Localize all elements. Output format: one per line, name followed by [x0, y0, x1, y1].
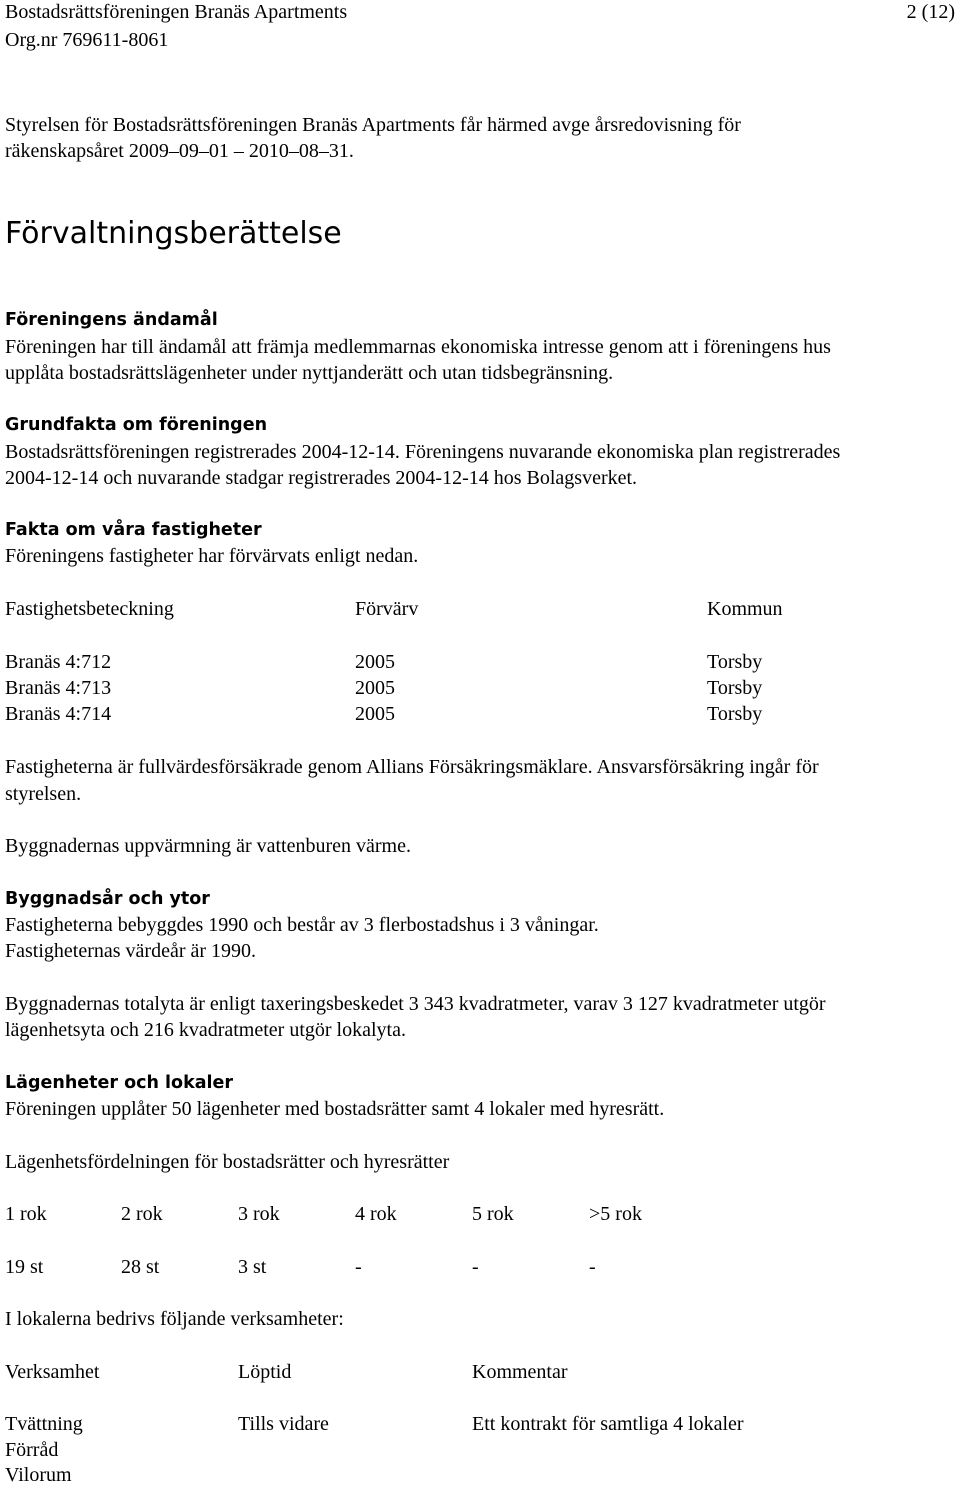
count-col-3: 3 st — [238, 1256, 267, 1278]
premises-row-1-activity: Tvättning — [5, 1413, 83, 1435]
property-row-3-municipality: Torsby — [707, 703, 763, 725]
apartments-heading: Lägenheter och lokaler — [5, 1073, 234, 1093]
properties-col-designation: Fastighetsbeteckning — [5, 598, 174, 620]
count-col-4: - — [355, 1256, 362, 1278]
premises-row-1-term: Tills vidare — [238, 1413, 329, 1435]
premises-col-activity: Verksamhet — [5, 1361, 100, 1383]
premises-row-3-activity: Vilorum — [5, 1464, 72, 1486]
properties-col-acquisition: Förvärv — [355, 598, 419, 620]
size-col-1: 1 rok — [5, 1203, 47, 1225]
area-line-2: lägenhetsyta och 216 kvadratmeter utgör lokalyta. — [5, 1019, 406, 1041]
intro-line-1: Styrelsen för Bostadsrättsföreningen Branäs Apartments får härmed avge årsredovisning för — [5, 114, 741, 136]
count-col-5: - — [472, 1256, 479, 1278]
size-col-2: 2 rok — [121, 1203, 163, 1225]
premises-col-term: Löptid — [238, 1361, 292, 1383]
building-line-1: Fastigheterna bebyggdes 1990 och består av 3 flerbostadshus i 3 våningar. — [5, 914, 599, 936]
properties-col-municipality: Kommun — [707, 598, 783, 620]
property-row-1-designation: Branäs 4:712 — [5, 651, 112, 673]
insurance-line-1: Fastigheterna är fullvärdesförsäkrade genom Allians Försäkringsmäklare. Ansvarsförsäkring ingår för — [5, 756, 819, 778]
intro-line-2: räkenskapsåret 2009–09–01 – 2010–08–31. — [5, 140, 354, 162]
count-col-2: 28 st — [121, 1256, 160, 1278]
basic-facts-heading: Grundfakta om föreningen — [5, 415, 268, 435]
heating-line: Byggnadernas uppvärmning är vattenburen värme. — [5, 835, 411, 857]
size-col-6: >5 rok — [589, 1203, 642, 1225]
property-row-2-acquisition: 2005 — [355, 677, 395, 699]
building-heading: Byggnadsår och ytor — [5, 889, 210, 909]
purpose-heading: Föreningens ändamål — [5, 310, 218, 330]
premises-col-comment: Kommentar — [472, 1361, 568, 1383]
size-col-4: 4 rok — [355, 1203, 397, 1225]
property-row-1-acquisition: 2005 — [355, 651, 395, 673]
property-row-2-designation: Branäs 4:713 — [5, 677, 112, 699]
properties-intro: Föreningens fastigheter har förvärvats enligt nedan. — [5, 545, 419, 567]
property-row-3-designation: Branäs 4:714 — [5, 703, 112, 725]
count-col-6: - — [589, 1256, 596, 1278]
page-number: 2 (12) — [906, 1, 955, 23]
apartments-line-1: Föreningen upplåter 50 lägenheter med bostadsrätter samt 4 lokaler med hyresrätt. — [5, 1098, 665, 1120]
premises-row-2-activity: Förråd — [5, 1439, 59, 1461]
size-col-5: 5 rok — [472, 1203, 514, 1225]
count-col-1: 19 st — [5, 1256, 44, 1278]
size-col-3: 3 rok — [238, 1203, 280, 1225]
header-org-name: Bostadsrättsföreningen Branäs Apartments — [5, 1, 348, 23]
page-title: Förvaltningsberättelse — [5, 216, 342, 251]
property-row-1-municipality: Torsby — [707, 651, 763, 673]
premises-row-1-comment: Ett kontrakt för samtliga 4 lokaler — [472, 1413, 744, 1435]
area-line-1: Byggnadernas totalyta är enligt taxeringsbeskedet 3 343 kvadratmeter, varav 3 127 kvadratmeter utgör — [5, 993, 826, 1015]
building-line-2: Fastigheternas värdeår är 1990. — [5, 940, 257, 962]
property-row-2-municipality: Torsby — [707, 677, 763, 699]
premises-intro: I lokalerna bedrivs följande verksamheter: — [5, 1308, 344, 1330]
property-row-3-acquisition: 2005 — [355, 703, 395, 725]
purpose-line-2: upplåta bostadsrättslägenheter under nyttjanderätt och utan tidsbegränsning. — [5, 362, 614, 384]
header-org-nr: Org.nr 769611-8061 — [5, 29, 169, 51]
distribution-label: Lägenhetsfördelningen för bostadsrätter och hyresrätter — [5, 1151, 450, 1173]
purpose-line-1: Föreningen har till ändamål att främja medlemmarnas ekonomiska intresse genom att i föreningens hus — [5, 336, 831, 358]
insurance-line-2: styrelsen. — [5, 783, 82, 805]
properties-heading: Fakta om våra fastigheter — [5, 520, 262, 540]
basic-facts-line-1: Bostadsrättsföreningen registrerades 2004-12-14. Föreningens nuvarande ekonomiska plan registrerades — [5, 441, 841, 463]
basic-facts-line-2: 2004-12-14 och nuvarande stadgar registrerades 2004-12-14 hos Bolagsverket. — [5, 467, 638, 489]
